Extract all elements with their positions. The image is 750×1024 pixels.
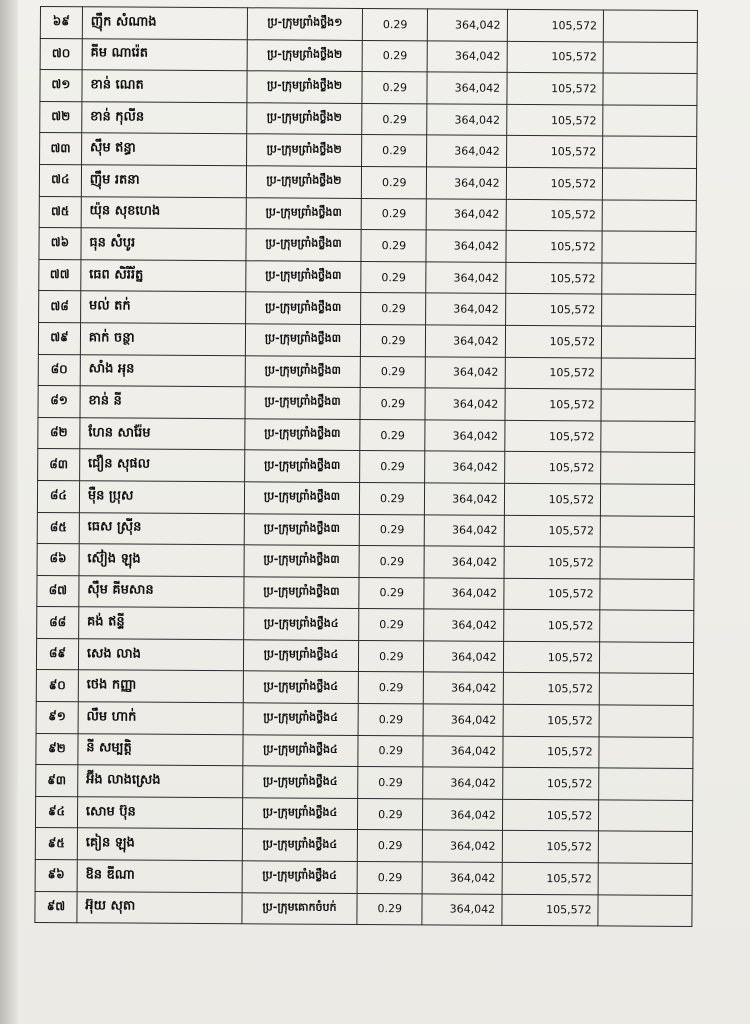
team-name-cell: ប្រ-ក្រុមព្រាំងថ្លឹង៣ [244, 482, 360, 514]
signature-cell [598, 831, 692, 863]
table-row [39, 164, 696, 200]
base-amount-cell: 364,042 [425, 356, 505, 388]
rate-value-cell: 0.29 [360, 388, 425, 420]
employee-name-cell: សាំង អុន [80, 354, 245, 387]
signature-cell [602, 231, 696, 263]
page-edge-shadow [0, 0, 18, 1024]
base-amount-cell: 364,042 [426, 293, 506, 325]
rate-value-cell: 0.29 [358, 767, 423, 799]
table-row [37, 544, 694, 580]
rate-value-cell: 0.29 [357, 893, 422, 925]
rate-value-cell: 0.29 [359, 609, 424, 641]
signature-cell [600, 610, 694, 642]
signature-cell [603, 73, 697, 105]
team-name-cell: ប្រ-ក្រុមព្រាំងថ្លឹង៣ [244, 450, 360, 482]
table-row [38, 417, 695, 453]
row-number-cell: ៩១ [36, 702, 78, 734]
rate-value-cell: 0.29 [358, 830, 423, 862]
team-name-cell: ប្រ-ក្រុមព្រាំងថ្លឹង៣ [245, 324, 361, 356]
rate-value-cell: 0.29 [360, 482, 425, 514]
signature-cell [603, 136, 697, 168]
table-row [40, 70, 697, 106]
employee-name-cell: ធេស ស្រ៊ីន [79, 512, 244, 545]
signature-cell [601, 389, 695, 421]
employee-name-cell: អ៊ីង លាងស្រេង [77, 765, 242, 798]
team-name-cell: ប្រ-ក្រុមព្រាំងថ្លឹង៤ [242, 829, 358, 861]
team-name-cell: ប្រ-ក្រុមព្រាំងថ្លឹង២ [246, 134, 362, 166]
team-name-cell: ប្រ-ក្រុមព្រាំងថ្លឹង៤ [242, 798, 358, 830]
rate-value-cell: 0.29 [362, 72, 427, 104]
base-amount-cell: 364,042 [422, 830, 502, 862]
rate-value-cell: 0.29 [361, 356, 426, 388]
row-number-cell: ៨១ [38, 386, 80, 418]
signature-cell [603, 168, 697, 200]
row-number-cell: ៧៨ [39, 291, 81, 323]
signature-cell [600, 547, 694, 579]
row-number-cell: ៨៤ [37, 480, 79, 512]
team-name-cell: ប្រ-ក្រុមព្រាំងថ្លឹង៣ [243, 576, 359, 608]
signature-cell [601, 452, 695, 484]
row-number-cell: ៨៧ [37, 575, 79, 607]
base-amount-cell: 364,042 [424, 578, 504, 610]
team-name-cell: ប្រ-ក្រុមព្រាំងថ្លឹង៤ [243, 671, 359, 703]
base-amount-cell: 364,042 [426, 230, 506, 262]
payment-amount-cell: 105,572 [507, 41, 604, 73]
table-row [40, 101, 697, 137]
team-name-cell: ប្រ-ក្រុមព្រាំងថ្លឹង២ [246, 103, 362, 135]
employee-name-cell: ស៊ឹម ឥន្ធា [81, 133, 246, 166]
employee-name-cell: ញ៉ឹក សំណាង [82, 7, 247, 40]
payment-amount-cell: 105,572 [502, 799, 599, 831]
payment-amount-cell: 105,572 [503, 610, 600, 642]
rate-value-cell: 0.29 [359, 640, 424, 672]
table-row [39, 196, 696, 232]
rate-value-cell: 0.29 [358, 704, 423, 736]
payment-amount-cell: 105,572 [504, 420, 601, 452]
signature-cell [603, 10, 697, 42]
signature-cell [598, 895, 692, 927]
table-row [35, 860, 692, 896]
team-name-cell: ប្រ-ក្រុមគោកចំបក់ [241, 892, 357, 924]
rate-value-cell: 0.29 [361, 230, 426, 262]
payment-amount-cell: 105,572 [505, 325, 602, 357]
rate-value-cell: 0.29 [361, 293, 426, 325]
base-amount-cell: 364,042 [423, 736, 503, 768]
row-number-cell: ៩២ [36, 733, 78, 765]
payment-amount-cell: 105,572 [502, 862, 599, 894]
payment-amount-cell: 105,572 [502, 831, 599, 863]
payment-amount-cell: 105,572 [503, 641, 600, 673]
employee-name-cell: ខាន់ ណេត [82, 70, 247, 103]
base-amount-cell: 364,042 [423, 672, 503, 704]
row-number-cell: ៩៣ [36, 765, 78, 797]
table-row [38, 449, 695, 485]
rate-value-cell: 0.29 [360, 451, 425, 483]
base-amount-cell: 364,042 [425, 388, 505, 420]
payment-amount-cell: 105,572 [506, 231, 603, 263]
employee-name-cell: យ៉ុន សុខហេង [81, 196, 246, 229]
payment-amount-cell: 105,572 [504, 483, 601, 515]
employee-name-cell: ថេង កញ្ញា [78, 670, 243, 703]
rate-value-cell: 0.29 [360, 419, 425, 451]
row-number-cell: ៨៣ [38, 449, 80, 481]
rate-value-cell: 0.29 [361, 261, 426, 293]
row-number-cell: ៩៤ [35, 796, 77, 828]
row-number-cell: ៩៥ [35, 828, 77, 860]
signature-cell [602, 263, 696, 295]
employee-name-cell: គីម ណារ៉េត [82, 38, 247, 71]
signature-cell [600, 579, 694, 611]
base-amount-cell: 364,042 [424, 641, 504, 673]
rate-value-cell: 0.29 [362, 198, 427, 230]
employee-name-cell: នី សម្បត្តិ [78, 733, 243, 766]
signature-cell [602, 200, 696, 232]
table-row [37, 607, 694, 643]
table-row [35, 796, 692, 832]
team-name-cell: ប្រ-ក្រុមព្រាំងថ្លឹង៣ [245, 355, 361, 387]
base-amount-cell: 364,042 [424, 546, 504, 578]
row-number-cell: ៨០ [38, 354, 80, 386]
payment-amount-cell: 105,572 [503, 704, 600, 736]
employee-name-cell: គៀន ឡុង [77, 828, 242, 861]
employee-name-cell: ធុន សំបូរ [81, 228, 246, 261]
team-name-cell: ប្រ-ក្រុមព្រាំងថ្លឹង៤ [243, 640, 359, 672]
team-name-cell: ប្រ-ក្រុមព្រាំងថ្លឹង២ [247, 39, 363, 71]
base-amount-cell: 364,042 [427, 135, 507, 167]
signature-cell [599, 768, 693, 800]
row-number-cell: ៦៩ [40, 7, 82, 39]
payment-amount-cell: 105,572 [505, 294, 602, 326]
table-row [40, 38, 697, 74]
employee-name-cell: គង់ ឥន្ទី [78, 607, 243, 640]
team-name-cell: ប្រ-ក្រុមព្រាំងថ្លឹង៣ [244, 545, 360, 577]
table-row [36, 765, 693, 801]
payment-amount-cell: 105,572 [505, 357, 602, 389]
payment-amount-cell: 105,572 [504, 515, 601, 547]
team-name-cell: ប្រ-ក្រុមព្រាំងថ្លឹង៤ [242, 861, 358, 893]
employee-name-cell: ស៊ៀង ឡុង [79, 544, 244, 577]
row-number-cell: ៧១ [40, 70, 82, 102]
base-amount-cell: 364,042 [424, 609, 504, 641]
table-row [37, 575, 694, 611]
payment-amount-cell: 105,572 [507, 73, 604, 105]
rate-value-cell: 0.29 [358, 861, 423, 893]
row-number-cell: ៨៥ [37, 512, 79, 544]
base-amount-cell: 364,042 [427, 72, 507, 104]
row-number-cell: ៨៨ [37, 607, 79, 639]
signature-cell [600, 515, 694, 547]
employee-name-cell: គាក់ ចន្ថា [80, 323, 245, 356]
table-row [39, 259, 696, 295]
team-name-cell: ប្រ-ក្រុមព្រាំងថ្លឹង៣ [245, 292, 361, 324]
team-name-cell: ប្រ-ក្រុមព្រាំងថ្លឹង៤ [243, 703, 359, 735]
payment-amount-cell: 105,572 [506, 167, 603, 199]
payment-amount-cell: 105,572 [504, 452, 601, 484]
table-row [39, 291, 696, 327]
row-number-cell: ៨២ [38, 417, 80, 449]
base-amount-cell: 364,042 [427, 40, 507, 72]
signature-cell [601, 357, 695, 389]
signature-cell [599, 737, 693, 769]
signature-cell [599, 705, 693, 737]
team-name-cell: ប្រ-ក្រុមព្រាំងថ្លឹង៤ [242, 734, 358, 766]
employee-name-cell: មល់ តក់ [80, 291, 245, 324]
payroll-table-body [35, 7, 698, 927]
table-row [38, 386, 695, 422]
payment-amount-cell: 105,572 [503, 578, 600, 610]
row-number-cell: ៧៤ [39, 164, 81, 196]
employee-name-cell: ជឿន សុផល [79, 449, 244, 482]
employee-name-cell: ឱន ឌីណា [77, 860, 242, 893]
employee-name-cell: ខាន់ នី [80, 386, 245, 419]
employee-name-cell: ហែន សារ៉ែម [80, 417, 245, 450]
table-row [37, 512, 694, 548]
table-row [38, 354, 695, 390]
row-number-cell: ៧៥ [39, 196, 81, 228]
signature-cell [598, 863, 692, 895]
table-row [35, 891, 692, 927]
base-amount-cell: 364,042 [427, 167, 507, 199]
signature-cell [601, 484, 695, 516]
base-amount-cell: 364,042 [422, 893, 502, 925]
team-name-cell: ប្រ-ក្រុមព្រាំងថ្លឹង៣ [245, 387, 361, 419]
team-name-cell: ប្រ-ក្រុមព្រាំងថ្លឹង១ [247, 8, 363, 40]
rate-value-cell: 0.29 [360, 514, 425, 546]
base-amount-cell: 364,042 [427, 9, 507, 41]
table-row [35, 828, 692, 864]
table-row [38, 322, 695, 358]
payment-amount-cell: 105,572 [503, 736, 600, 768]
row-number-cell: ៧៧ [39, 259, 81, 291]
team-name-cell: ប្រ-ក្រុមព្រាំងថ្លឹង៤ [242, 766, 358, 798]
row-number-cell: ៧៦ [39, 228, 81, 260]
row-number-cell: ៧០ [40, 38, 82, 70]
base-amount-cell: 364,042 [427, 104, 507, 136]
base-amount-cell: 364,042 [422, 862, 502, 894]
payment-amount-cell: 105,572 [502, 768, 599, 800]
signature-cell [602, 326, 696, 358]
rate-value-cell: 0.29 [361, 324, 426, 356]
rate-value-cell: 0.29 [359, 672, 424, 704]
table-row [39, 228, 696, 264]
rate-value-cell: 0.29 [362, 103, 427, 135]
employee-name-cell: សេង លាង [78, 639, 243, 672]
row-number-cell: ៧៣ [40, 133, 82, 165]
payment-amount-cell: 105,572 [506, 199, 603, 231]
payment-amount-cell: 105,572 [503, 673, 600, 705]
employee-name-cell: លឹម ហាក់ [78, 702, 243, 735]
rate-value-cell: 0.29 [358, 798, 423, 830]
row-number-cell: ៩០ [36, 670, 78, 702]
row-number-cell: ៩៦ [35, 860, 77, 892]
signature-cell [600, 642, 694, 674]
employee-name-cell: អ៊ុយ សុតា [77, 891, 242, 924]
payment-amount-cell: 105,572 [507, 9, 604, 41]
team-name-cell: ប្រ-ក្រុមព្រាំងថ្លឹង៣ [246, 197, 362, 229]
table-row [36, 733, 693, 769]
base-amount-cell: 364,042 [425, 451, 505, 483]
base-amount-cell: 364,042 [424, 514, 504, 546]
signature-cell [601, 421, 695, 453]
base-amount-cell: 364,042 [423, 704, 503, 736]
team-name-cell: ប្រ-ក្រុមព្រាំងថ្លឹង៣ [244, 513, 360, 545]
payroll-table [34, 6, 698, 927]
table-row [37, 480, 694, 516]
payment-amount-cell: 105,572 [506, 136, 603, 168]
row-number-cell: ៧៩ [38, 322, 80, 354]
employee-name-cell: សោម ប៊ុន [77, 797, 242, 830]
employee-name-cell: ញ៉ឹម រតនា [81, 165, 246, 198]
rate-value-cell: 0.29 [359, 546, 424, 578]
team-name-cell: ប្រ-ក្រុមព្រាំងថ្លឹង២ [246, 166, 362, 198]
rate-value-cell: 0.29 [362, 166, 427, 198]
row-number-cell: ៨៩ [36, 638, 78, 670]
table-row [40, 133, 697, 169]
row-number-cell: ៩៧ [35, 891, 77, 923]
employee-name-cell: ម៉ឺន ប្រុស [79, 481, 244, 514]
employee-name-cell: ខាន់ កុលីន [82, 102, 247, 135]
employee-name-cell: ស៊ឹម គីមសាន [79, 575, 244, 608]
team-name-cell: ប្រ-ក្រុមព្រាំងថ្លឹង៣ [244, 418, 360, 450]
base-amount-cell: 364,042 [426, 325, 506, 357]
payment-amount-cell: 105,572 [505, 388, 602, 420]
team-name-cell: ប្រ-ក្រុមព្រាំងថ្លឹង៣ [246, 229, 362, 261]
team-name-cell: ប្រ-ក្រុមព្រាំងថ្លឹង២ [247, 71, 363, 103]
base-amount-cell: 364,042 [426, 198, 506, 230]
employee-name-cell: ធេព សិរីរ័ត្ន [81, 260, 246, 293]
signature-cell [603, 42, 697, 74]
payment-amount-cell: 105,572 [504, 546, 601, 578]
base-amount-cell: 364,042 [423, 767, 503, 799]
table-row [40, 7, 697, 43]
table-row [36, 638, 693, 674]
payment-amount-cell: 105,572 [506, 104, 603, 136]
signature-cell [603, 105, 697, 137]
signature-cell [599, 800, 693, 832]
row-number-cell: ៧២ [40, 101, 82, 133]
team-name-cell: ប្រ-ក្រុមព្រាំងថ្លឹង៣ [245, 261, 361, 293]
signature-cell [599, 673, 693, 705]
payment-amount-cell: 105,572 [502, 894, 599, 926]
table-row [36, 702, 693, 738]
base-amount-cell: 364,042 [423, 799, 503, 831]
base-amount-cell: 364,042 [426, 262, 506, 294]
base-amount-cell: 364,042 [425, 420, 505, 452]
rate-value-cell: 0.29 [363, 40, 428, 72]
table-row [36, 670, 693, 706]
payment-amount-cell: 105,572 [505, 262, 602, 294]
base-amount-cell: 364,042 [425, 483, 505, 515]
team-name-cell: ប្រ-ក្រុមព្រាំងថ្លឹង៤ [243, 608, 359, 640]
rate-value-cell: 0.29 [362, 135, 427, 167]
rate-value-cell: 0.29 [358, 735, 423, 767]
rate-value-cell: 0.29 [359, 577, 424, 609]
row-number-cell: ៨៦ [37, 544, 79, 576]
signature-cell [602, 294, 696, 326]
rate-value-cell: 0.29 [363, 8, 428, 40]
